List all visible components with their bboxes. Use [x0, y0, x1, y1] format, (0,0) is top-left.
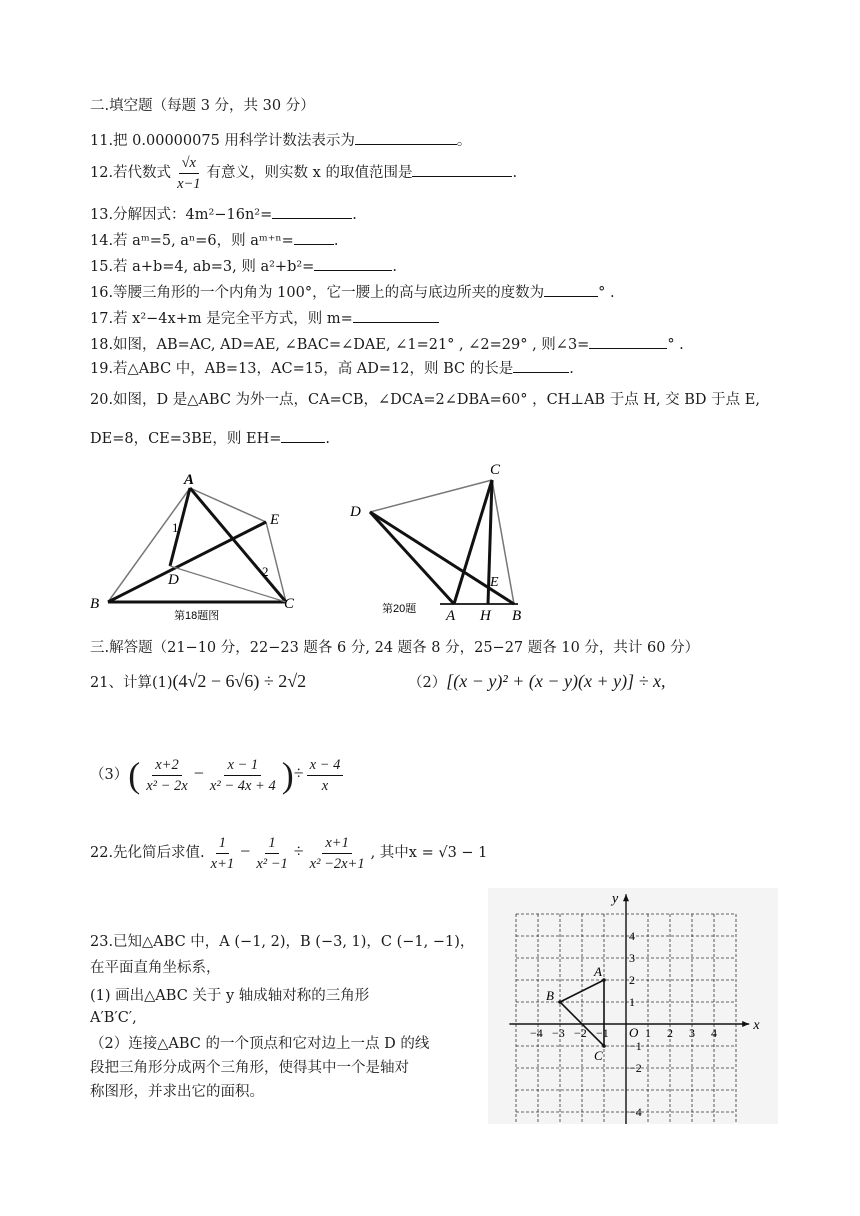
fig18-label-d: D	[168, 572, 179, 588]
point-a-label: A	[594, 964, 602, 979]
fig18-line-be	[108, 522, 266, 602]
point-b-marker	[558, 1000, 562, 1004]
question-18	[90, 334, 684, 355]
q21-3-fraction-1	[143, 755, 191, 796]
section3-heading: 三.解答题（21−10 分，22−23 题各 6 分, 24 题各 8 分，25−27 题各 10 分，共计 60 分）	[90, 640, 700, 656]
question-13	[90, 204, 357, 225]
figure-18	[80, 462, 320, 622]
q21-3-label: （3）	[90, 767, 129, 783]
q16-text: 16.等腰三角形的一个内角为 100°，它一腰上的高与底边所夹的度数为	[90, 285, 545, 301]
q15-end: .	[392, 259, 397, 275]
q23-line-2: 在平面直角坐标系，	[90, 960, 221, 976]
q14-end: .	[333, 233, 339, 249]
q23-line-7: 称图形，并求出它的面积。	[90, 1084, 264, 1100]
q19-blank[interactable]	[513, 358, 569, 373]
q23-line-1: 23.已知△ABC 中，A (−1, 2)，B (−3, 1)，C (−1, −1)，	[90, 934, 475, 950]
q21-3-fraction-2	[207, 755, 279, 796]
point-c-label: C	[594, 1048, 603, 1063]
q21-3-divide: ÷	[293, 763, 304, 783]
q21-3-f1-denominator: x² − 2x	[146, 777, 188, 794]
q20-blank[interactable]	[281, 428, 325, 443]
section2-heading: 二.填空题（每题 3 分，共 30 分）	[90, 98, 315, 114]
q14-text: 14.若 aᵐ=5, aⁿ=6，则 aᵐ⁺ⁿ=	[90, 233, 294, 249]
q23-line-5: （2）连接△ABC 的一个顶点和它对边上一点 D 的线	[90, 1036, 430, 1052]
q18-end: ° .	[667, 337, 684, 353]
q20-end: .	[325, 431, 330, 447]
q17-blank[interactable]	[353, 308, 439, 323]
q21-3-close-paren: )	[281, 755, 294, 795]
q12-blank[interactable]	[412, 162, 512, 177]
x-tick-label: 4	[711, 1026, 717, 1040]
q12-numerator: √x	[179, 153, 199, 174]
coordinate-grid-figure	[488, 888, 778, 1124]
question-21-1	[90, 668, 306, 696]
q15-blank[interactable]	[314, 256, 392, 271]
x-tick-label: 3	[689, 1026, 695, 1040]
origin-label: O	[629, 1025, 639, 1040]
point-c-marker	[602, 1044, 606, 1048]
y-tick-label: −1	[629, 1039, 642, 1053]
q21-1-expression: (4√2 − 6√6) ÷ 2√2	[172, 671, 307, 691]
question-22	[90, 826, 487, 876]
q18-text: 18.如图，AB=AC, AD=AE, ∠BAC=∠DAE, ∠1=21° , ∠2=29° , 则∠3=	[90, 337, 590, 353]
q21-3-f3-numerator: x − 4	[307, 755, 344, 776]
q18-blank[interactable]	[589, 334, 667, 349]
q20-text: DE=8，CE=3BE，则 EH=	[90, 431, 282, 447]
q22-f3-numerator: x+1	[322, 833, 351, 854]
q21-3-minus: −	[193, 763, 204, 783]
fig18-label-e: E	[270, 512, 280, 528]
q12-denominator: x−1	[177, 175, 201, 192]
q21-3-f1-numerator: x+2	[152, 755, 181, 776]
q22-f2-numerator: 1	[265, 833, 278, 854]
fig18-line-ae	[190, 488, 266, 522]
q13-end: .	[352, 207, 357, 223]
y-tick-label: 3	[629, 951, 635, 965]
q23-line-6: 段把三角形分成两个三角形，使得其中一个是轴对	[90, 1060, 409, 1076]
question-21-3	[90, 748, 346, 798]
q21-3-fraction-3	[307, 755, 344, 796]
q14-blank[interactable]	[294, 230, 334, 245]
fig20-caption: 第20题	[382, 603, 417, 615]
q13-text: 13.分解因式：4m²−16n²=	[90, 207, 273, 223]
question-11	[90, 130, 471, 151]
q23-line-3: (1) 画出△ABC 关于 y 轴成轴对称的三角形	[90, 988, 370, 1004]
x-axis-label: x	[753, 1018, 760, 1033]
q12-pre: 12.若代数式	[90, 165, 172, 181]
q22-minus: −	[240, 841, 251, 861]
fig20-label-b: B	[512, 608, 522, 624]
q11-end: 。	[456, 133, 472, 149]
question-21-2	[408, 668, 666, 696]
q21-2-expression: [(x − y)² + (x − y)(x + y)] ÷ x,	[446, 671, 666, 691]
figure-20	[340, 456, 540, 626]
q23-line-4: A′B′C′,	[90, 1010, 137, 1026]
question-20-line2	[90, 428, 330, 449]
point-b-label: B	[546, 988, 554, 1003]
question-14	[90, 230, 338, 251]
fig18-label-a: A	[184, 472, 195, 488]
q22-f2-denominator: x² −1	[256, 855, 288, 872]
q16-end: ° .	[598, 285, 615, 301]
q11-blank[interactable]	[355, 130, 457, 145]
question-17	[90, 308, 439, 329]
q22-tail: , 其中x = √3 − 1	[370, 845, 488, 861]
x-tick-label: −1	[596, 1026, 609, 1040]
q21-3-f3-denominator: x	[321, 777, 329, 794]
fig18-caption: 第18题图	[174, 610, 220, 622]
q13-blank[interactable]	[272, 204, 352, 219]
q22-label: 22.先化简后求值.	[90, 845, 205, 861]
q16-blank[interactable]	[544, 282, 598, 297]
question-19	[90, 358, 574, 379]
x-tick-label: −4	[530, 1026, 543, 1040]
q22-f1-numerator: 1	[216, 833, 229, 854]
fig20-label-a: A	[446, 608, 456, 624]
x-tick-label: −3	[552, 1026, 565, 1040]
x-tick-label: 1	[645, 1026, 651, 1040]
q19-text: 19.若△ABC 中，AB=13，AC=15，高 AD=12，则 BC 的长是	[90, 361, 514, 377]
fig20-label-c: C	[490, 462, 501, 478]
x-tick-label: −2	[574, 1026, 587, 1040]
q21-3-open-paren: (	[128, 755, 141, 795]
question-20-line1: 20.如图，D 是△ABC 为外一点，CA=CB，∠DCA=2∠DBA=60° ，CH⊥AB 于点 H, 交 BD 于点 E,	[90, 392, 760, 408]
fig18-label-2: 2	[262, 564, 269, 579]
y-tick-label: 4	[629, 929, 635, 943]
question-12	[90, 152, 517, 196]
q21-3-f2-denominator: x² − 4x + 4	[209, 777, 276, 794]
q22-f1-denominator: x+1	[210, 855, 235, 872]
q21-2-label: （2）	[408, 675, 447, 691]
fig20-label-e: E	[490, 575, 499, 590]
y-tick-label: −2	[629, 1061, 642, 1075]
fig18-label-c: C	[284, 596, 295, 612]
fig20-label-h: H	[480, 608, 491, 624]
fig18-label-b: B	[90, 596, 100, 612]
y-tick-label: 1	[629, 995, 635, 1009]
q22-fraction-2	[253, 833, 290, 874]
q17-text: 17.若 x²−4x+m 是完全平方式，则 m=	[90, 311, 353, 327]
fig20-label-d: D	[350, 504, 361, 520]
q22-f3-denominator: x² −2x+1	[309, 855, 365, 872]
q15-text: 15.若 a+b=4, ab=3, 则 a²+b²=	[90, 259, 315, 275]
question-16	[90, 282, 615, 303]
q22-divide: ÷	[293, 841, 304, 861]
q22-fraction-1	[208, 833, 237, 874]
q19-end: .	[569, 361, 574, 377]
y-tick-label: 2	[629, 973, 635, 987]
x-tick-label: 2	[667, 1026, 673, 1040]
q12-fraction	[174, 153, 203, 194]
point-a-marker	[602, 978, 606, 982]
fig18-line-dc	[170, 566, 286, 602]
fig18-label-1: 1	[172, 520, 179, 535]
y-axis-label: y	[612, 891, 619, 907]
fig20-line-dc	[370, 480, 492, 512]
y-tick-label: −4	[629, 1105, 642, 1119]
q12-post: 有意义，则实数 x 的取值范围是	[206, 165, 413, 181]
question-15	[90, 256, 397, 277]
q21-3-f2-numerator: x − 1	[224, 755, 261, 776]
q11-text: 11.把 0.00000075 用科学计数法表示为	[90, 133, 355, 149]
q22-fraction-3	[307, 833, 368, 874]
q12-end: .	[512, 165, 518, 181]
q21-label: 21、计算(1)	[90, 675, 173, 691]
